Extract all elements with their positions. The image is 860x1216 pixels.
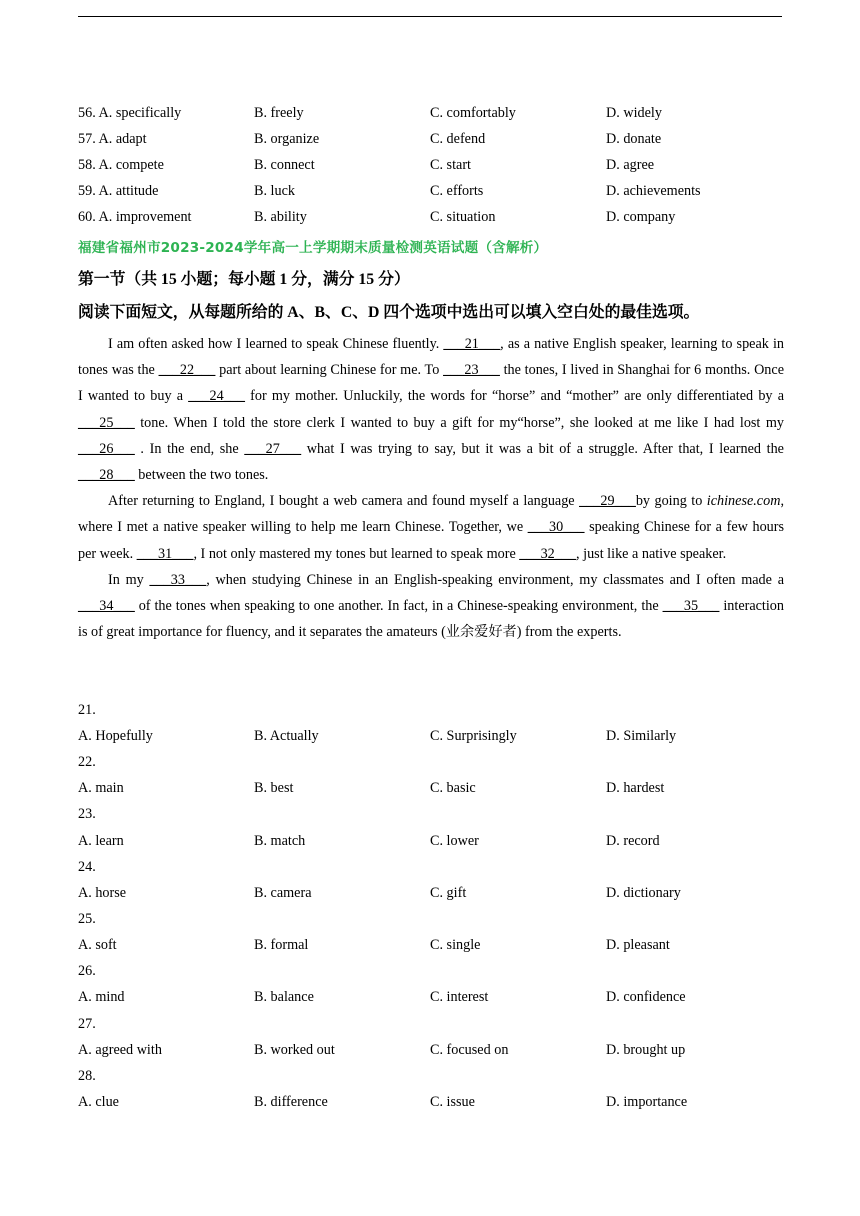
option-d: D. agree	[606, 157, 655, 173]
question-options	[78, 833, 782, 851]
question-number: 28.	[78, 1068, 96, 1084]
question-options	[78, 780, 782, 798]
option-c: C. single	[430, 937, 481, 953]
option-d: D. achievements	[606, 183, 701, 199]
text: between the two tones.	[134, 467, 269, 484]
text: , just like a native speaker.	[576, 545, 727, 562]
option-b: B. match	[254, 833, 306, 849]
question-number: 23.	[78, 806, 96, 822]
option-d: D. company	[606, 209, 676, 225]
text: , when studying Chinese in an English-speaking environment, my classmates and I often made a	[206, 571, 785, 588]
blank-32: ___32___	[519, 545, 577, 562]
option-d: D. dictionary	[606, 885, 681, 901]
option-c: C. issue	[430, 1094, 475, 1110]
option-d: D. confidence	[606, 989, 686, 1005]
option-a: 56. A. specifically	[78, 105, 182, 121]
option-c: C. basic	[430, 780, 476, 796]
blank-25: ___25___	[78, 414, 135, 431]
option-b: B. worked out	[254, 1042, 335, 1058]
blank-21: ___21___	[443, 336, 501, 352]
option-c: C. interest	[430, 989, 489, 1005]
paragraph-1	[78, 331, 784, 488]
option-d: D. widely	[606, 105, 662, 121]
question-number: 27.	[78, 1016, 96, 1032]
blank-31: ___31___	[136, 545, 194, 562]
question-number: 21.	[78, 702, 96, 718]
option-c: C. situation	[430, 209, 496, 225]
option-a: A. Hopefully	[78, 728, 153, 744]
website-name: ichinese.com	[706, 493, 781, 510]
text: , where I met a native speaker willing to help me learn Chinese. Together, we	[78, 493, 784, 536]
question-options	[78, 885, 782, 903]
question-options	[78, 1042, 782, 1060]
paragraph-3	[78, 567, 784, 646]
option-a: A. clue	[78, 1094, 119, 1110]
text: interaction is of great importance for fluency, and it separates the amateurs (业余爱好者) from the experts.	[78, 598, 784, 641]
option-a: A. soft	[78, 937, 117, 953]
text: In my	[108, 571, 150, 588]
text: . In the end, she	[134, 440, 245, 457]
option-c: C. start	[430, 157, 471, 173]
source-title: 福建省福州市2023-2024学年高一上学期期末质量检测英语试题（含解析）	[78, 240, 548, 256]
option-a: A. main	[78, 780, 124, 796]
text: I am often asked how I learned to speak Chinese fluently.	[108, 336, 444, 352]
option-b: B. formal	[254, 937, 309, 953]
option-b: B. ability	[254, 209, 307, 225]
option-a: A. agreed with	[78, 1042, 162, 1058]
option-d: D. Similarly	[606, 728, 677, 744]
option-c: C. focused on	[430, 1042, 509, 1058]
text: what I was trying to say, but it was a bit of a struggle. After that, I learned the	[301, 440, 784, 457]
option-d: D. importance	[606, 1094, 688, 1110]
question-number: 25.	[78, 911, 96, 927]
paragraph-2	[78, 488, 784, 567]
text: After returning to England, I bought a web camera and found myself a language	[108, 493, 580, 510]
option-b: B. luck	[254, 183, 295, 199]
blank-22: ___22___	[158, 362, 216, 379]
option-d: D. donate	[606, 131, 662, 147]
question-options	[78, 989, 782, 1007]
option-row-56	[78, 105, 782, 123]
option-a: A. horse	[78, 885, 127, 901]
text: , I not only mastered my tones but learned to speak more	[193, 545, 520, 562]
option-b: B. camera	[254, 885, 312, 901]
option-b: B. connect	[254, 157, 315, 173]
option-b: B. balance	[254, 989, 314, 1005]
text: for my mother. Unluckily, the words for “horse” and “mother” are only differentiated by a	[244, 388, 784, 405]
text: of the tones when speaking to one another. In fact, in a Chinese-speaking environment, the	[134, 598, 663, 615]
question-number: 24.	[78, 859, 96, 875]
blank-23: ___23___	[443, 362, 500, 379]
blank-27: ___27___	[244, 440, 302, 457]
option-b: B. best	[254, 780, 294, 796]
question-options	[78, 728, 782, 746]
blank-24: ___24___	[188, 388, 245, 405]
blank-29: ___29___	[579, 493, 636, 510]
option-row-58	[78, 157, 782, 175]
question-options	[78, 1094, 782, 1112]
option-a: A. mind	[78, 989, 125, 1005]
option-b: B. freely	[254, 105, 304, 121]
option-row-60	[78, 209, 782, 227]
header-rule	[78, 16, 782, 17]
passage	[78, 331, 784, 645]
section-title: 第一节（共 15 小题；每小题 1 分，满分 15 分）	[78, 271, 410, 288]
blank-34: ___34___	[78, 598, 135, 615]
option-d: D. hardest	[606, 780, 665, 796]
option-b: B. difference	[254, 1094, 328, 1110]
text: , as a native English speaker, learning to speak in tones was the	[78, 336, 784, 379]
option-row-59	[78, 183, 782, 201]
blank-35: ___35___	[662, 598, 720, 615]
instruction: 阅读下面短文，从每题所给的 A、B、C、D 四个选项中选出可以填入空白处的最佳选项。	[78, 304, 700, 321]
option-b: B. Actually	[254, 728, 319, 744]
question-options	[78, 937, 782, 955]
text: part about learning Chinese for me. To	[215, 362, 444, 379]
option-d: D. record	[606, 833, 660, 849]
option-b: B. organize	[254, 131, 320, 147]
option-a: 58. A. compete	[78, 157, 164, 173]
blank-28: ___28___	[78, 467, 135, 484]
text: speaking Chinese for a few hours per week.	[78, 519, 785, 562]
text: tone. When I told the store clerk I wanted to buy a gift for my“horse”, she looked at me like I had lost my	[134, 414, 784, 431]
option-row-57	[78, 131, 782, 149]
option-d: D. brought up	[606, 1042, 686, 1058]
blank-26: ___26___	[78, 440, 135, 457]
option-a: 59. A. attitude	[78, 183, 159, 199]
option-c: C. defend	[430, 131, 486, 147]
option-c: C. efforts	[430, 183, 484, 199]
option-a: 60. A. improvement	[78, 209, 192, 225]
text: the tones, I lived in Shanghai for 6 months. Once I wanted to buy a	[78, 362, 784, 405]
option-c: C. lower	[430, 833, 479, 849]
question-number: 26.	[78, 963, 96, 979]
question-number: 22.	[78, 754, 96, 770]
option-c: C. Surprisingly	[430, 728, 517, 744]
blank-33: ___33___	[149, 571, 207, 588]
text: by going to	[635, 493, 707, 510]
option-a: A. learn	[78, 833, 124, 849]
blank-30: ___30___	[527, 519, 585, 536]
option-d: D. pleasant	[606, 937, 670, 953]
option-a: 57. A. adapt	[78, 131, 147, 147]
option-c: C. gift	[430, 885, 467, 901]
option-c: C. comfortably	[430, 105, 516, 121]
